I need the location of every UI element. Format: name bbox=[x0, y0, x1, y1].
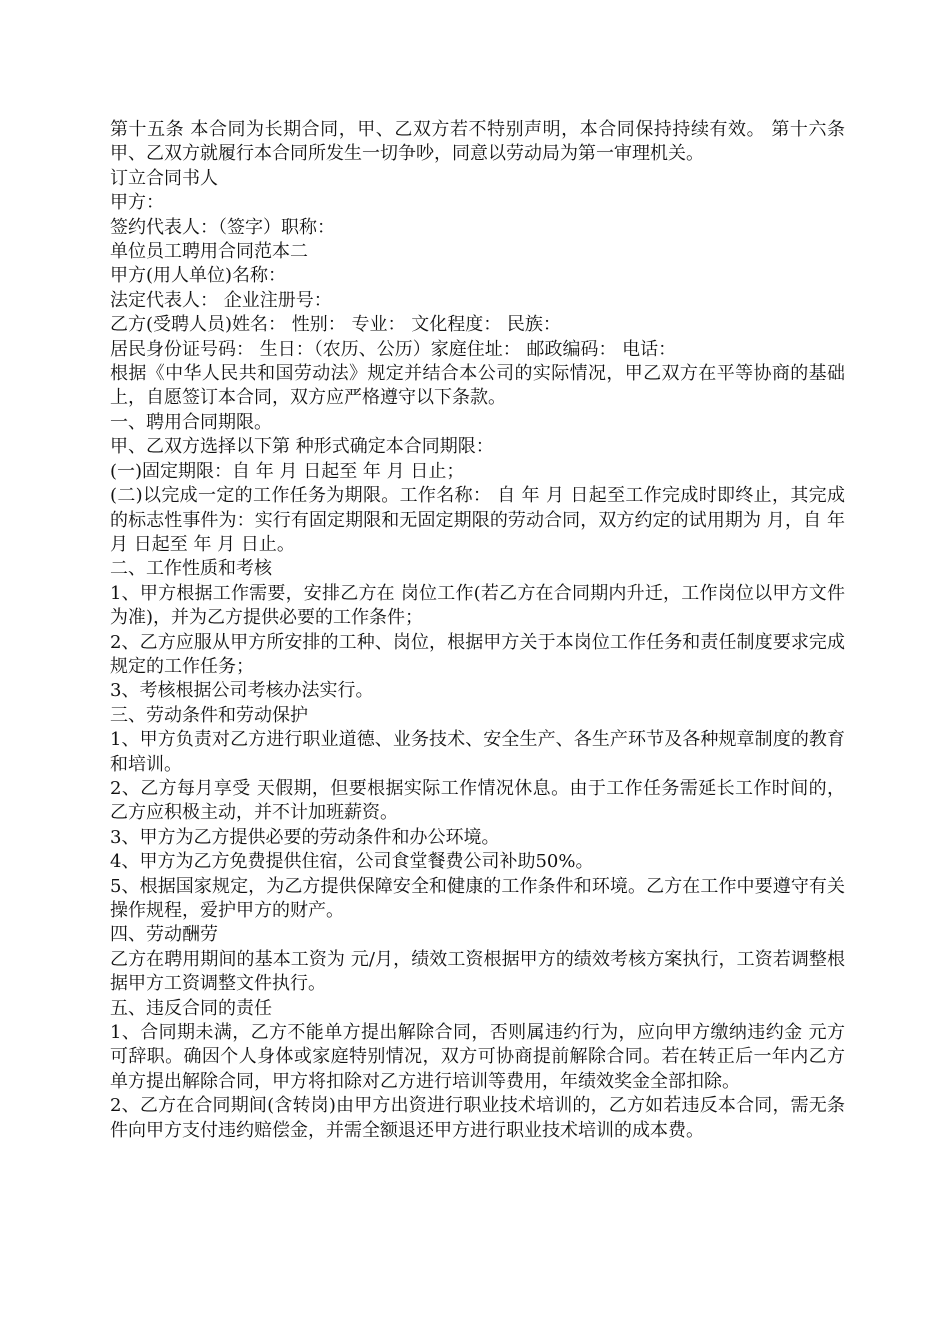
paragraph-breach-item-1: 1、合同期未满，乙方不能单方提出解除合同，否则属违约行为，应向甲方缴纳违约金 元方可辞职。确因个人身体或家庭特别情况，双方可协商提前解除合同。若在转正后一年内乙方单方提出解除合同，甲方将扣除对乙方进行培训等费用，年绩效奖金全部扣除。 bbox=[110, 1022, 845, 1092]
paragraph-remuneration: 乙方在聘用期间的基本工资为 元/月，绩效工资根据甲方的绩效考核方案执行，工资若调整根据甲方工资调整文件执行。 bbox=[110, 948, 845, 995]
section-heading-breach-liability: 五、违反合同的责任 bbox=[110, 997, 272, 1019]
section-heading-term: 一、聘用合同期限。 bbox=[110, 411, 272, 433]
section-heading-work-nature: 二、工作性质和考核 bbox=[110, 558, 272, 580]
paragraph-conditions-item-3: 3、甲方为乙方提供必要的劳动条件和办公环境。 bbox=[110, 826, 500, 848]
document-body bbox=[110, 118, 845, 1143]
paragraph-template-two-title: 单位员工聘用合同范本二 bbox=[110, 241, 308, 263]
paragraph-work-item-2: 2、乙方应服从甲方所安排的工种、岗位，根据甲方关于本岗位工作任务和责任制度要求完成规定的工作任务； bbox=[110, 631, 845, 677]
paragraph-breach-item-2: 2、乙方在合同期间(含转岗)由甲方出资进行职业技术培训的，乙方如若违反本合同，需无条件向甲方支付违约赔偿金，并需全额退还甲方进行职业技术培训的成本费。 bbox=[110, 1095, 845, 1141]
paragraph-work-item-3: 3、考核根据公司考核办法实行。 bbox=[110, 680, 374, 702]
paragraph-work-item-1: 1、甲方根据工作需要，安排乙方在 岗位工作(若乙方在合同期内升迁，工作岗位以甲方文件为准)，并为乙方提供必要的工作条件； bbox=[110, 582, 845, 629]
paragraph-conditions-item-4: 4、甲方为乙方免费提供住宿，公司食堂餐费公司补助50%。 bbox=[110, 851, 594, 873]
paragraph-employer-name: 甲方(用人单位)名称： bbox=[110, 265, 287, 287]
paragraph-conditions-item-5: 5、根据国家规定，为乙方提供保障安全和健康的工作条件和环境。乙方在工作中要遵守有关操作规程，爱护甲方的财产。 bbox=[110, 875, 845, 921]
paragraph-preamble: 根据《中华人民共和国劳动法》规定并结合本公司的实际情况，甲乙双方在平等协商的基础上，自愿签订本合同，双方应严格遵守以下条款。 bbox=[110, 363, 845, 409]
paragraph-articles-15-16: 第十五条 本合同为长期合同，甲、乙双方若不特别声明，本合同保持持续有效。 第十六条 甲、乙双方就履行本合同所发生一切争吵，同意以劳动局为第一审理机关。 bbox=[110, 119, 845, 165]
paragraph-conditions-item-2: 2、乙方每月享受 天假期，但要根据实际工作情况休息。由于工作任务需延长工作时间的，乙方应积极主动，并不计加班薪资。 bbox=[110, 777, 845, 824]
paragraph-task-term: (二)以完成一定的工作任务为期限。工作名称： 自 年 月 日起至工作完成时即终止，其完成的标志性事件为：实行有固定期限和无固定期限的劳动合同，双方约定的试用期为 月，自 年 月 日起至 年 月 日止。 bbox=[110, 485, 845, 555]
section-heading-labor-conditions: 三、劳动条件和劳动保护 bbox=[110, 704, 308, 726]
paragraph-conditions-item-1: 1、甲方负责对乙方进行职业道德、业务技术、安全生产、各生产环节及各种规章制度的教育和培训。 bbox=[110, 729, 845, 775]
paragraph-signatories-heading: 订立合同书人 bbox=[110, 167, 218, 189]
paragraph-employee-info: 乙方(受聘人员)姓名： 性别： 专业： 文化程度： 民族： bbox=[110, 314, 561, 336]
paragraph-term-choice: 甲、乙双方选择以下第 种形式确定本合同期限： bbox=[110, 436, 494, 458]
section-heading-remuneration: 四、劳动酬劳 bbox=[110, 924, 218, 946]
paragraph-fixed-term: (一)固定期限：自 年 月 日起至 年 月 日止； bbox=[110, 460, 465, 482]
paragraph-party-a: 甲方： bbox=[110, 192, 164, 214]
paragraph-legal-representative: 法定代表人： 企业注册号： bbox=[110, 289, 332, 311]
paragraph-signing-representative: 签约代表人：（签字）职称： bbox=[110, 216, 335, 238]
paragraph-employee-id-info: 居民身份证号码： 生日：（农历、公历）家庭住址： 邮政编码： 电话： bbox=[110, 338, 677, 360]
